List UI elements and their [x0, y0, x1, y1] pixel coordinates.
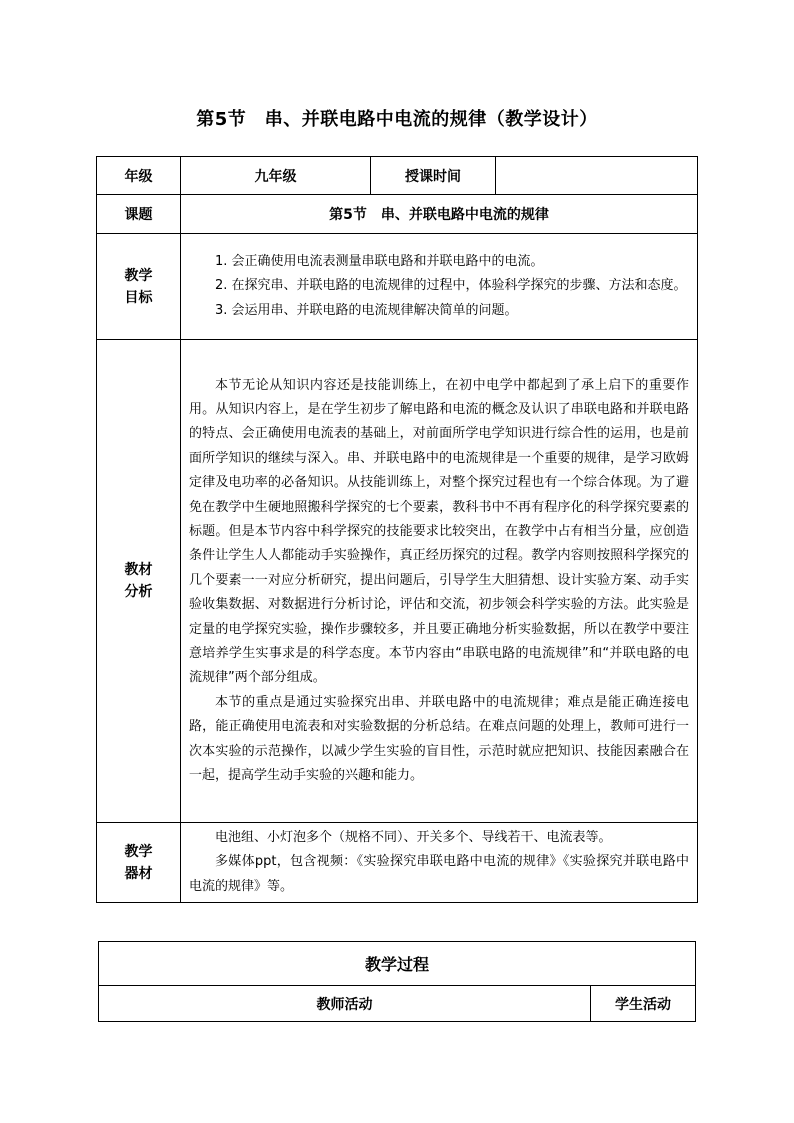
lesson-info-table: [96, 156, 698, 903]
teaching-process-table: [98, 941, 696, 1022]
grade-row: [97, 157, 698, 195]
analysis-paragraph: 本节的重点是通过实验探究出串、并联电路中的电流规律；难点是能正确连接电路，能正确使用电流表和对实验数据的分析总结。在难点问题的处理上，教师可进行一次本实验的示范操作，以减少学生实验的盲目性，示范时就应把知识、技能因素融合在一起，提高学生动手实验的兴趣和能力。: [189, 694, 689, 784]
student-activity-header: 学生活动: [591, 986, 696, 1022]
materials-row: [97, 823, 698, 903]
materials-label: [97, 823, 181, 903]
analysis-content: [181, 340, 698, 823]
goals-content: [181, 234, 698, 340]
materials-label-line2: 器材: [124, 865, 153, 882]
goal-item: 2. 在探究串、并联电路的电流规律的过程中，体验科学探究的步骤、方法和态度。: [215, 278, 687, 294]
analysis-paragraph: 本节无论从知识内容还是技能训练上，在初中电学中都起到了承上启下的重要作用。从知识内容上，是在学生初步了解电路和电流的概念及认识了串联电路和并联电路的特点、会正确使用电流表的基础上，对前面所学电学知识进行综合性的运用，也是前面所学知识的继续与深入。串、并联电路中的电流规律是一个重要的规律，是学习欧姆定律及电功率的必备知识。从技能训练上，对整个探究过程也有一个综合体现。为了避免在教学中生硬地照搬科学探究的七个要素，教科书中不再有程序化的科学探究要素的标题。但是本节内容中科学探究的技能要求比较突出，在教学中占有相当分量，应创造条件让学生人人都能动手实验操作，真正经历探究的过程。教学内容则按照科学探究的几个要素一一对应分析研究，提出问题后，引导学生大胆猜想、设计实验方案、动手实验收集数据、对数据进行分析讨论，评估和交流，初步领会科学实验的方法。此实验是定量的电学探究实验，操作步骤较多，并且要正确地分析实验数据，所以在教学中要注意培养学生实事求是的科学态度。本节内容由“串联电路的电流规律”和“并联电路的电流规律”两个部分组成。: [189, 377, 689, 686]
analysis-row: [97, 340, 698, 823]
analysis-label-line1: 教材: [124, 562, 153, 578]
goals-row: [97, 234, 698, 340]
materials-content: [181, 823, 698, 903]
process-title-row: [99, 942, 696, 986]
topic-label: 课题: [97, 195, 181, 234]
goal-item: 1. 会正确使用电流表测量串联电路和并联电路中的电流。: [215, 253, 544, 269]
analysis-label-line2: 分析: [124, 584, 153, 600]
time-value: [496, 157, 698, 195]
materials-paragraph: 电池组、小灯泡多个（规格不同）、开关多个、导线若干、电流表等。: [215, 830, 612, 845]
topic-value: 第5节 串、并联电路中电流的规律: [181, 195, 698, 234]
document-title: 第5节 串、并联电路中电流的规律（教学设计）: [196, 109, 598, 130]
grade-value: 九年级: [181, 157, 371, 195]
time-label: 授课时间: [371, 157, 496, 195]
grade-label: 年级: [97, 157, 181, 195]
materials-label-line1: 教学: [124, 843, 153, 860]
goals-label-line2: 目标: [124, 289, 153, 306]
analysis-label: [97, 340, 181, 823]
process-title: 教学过程: [99, 942, 696, 986]
goals-label-line1: 教学: [124, 267, 153, 284]
process-header-row: [99, 986, 696, 1022]
goal-item: 3. 会运用串、并联电路的电流规律解决简单的问题。: [215, 302, 518, 318]
teacher-activity-header: 教师活动: [99, 986, 591, 1022]
goals-label: [97, 234, 181, 340]
materials-paragraph: 多媒体ppt，包含视频：《实验探究串联电路中电流的规律》《实验探究并联电路中电流的规律》等。: [189, 854, 689, 894]
topic-row: [97, 195, 698, 234]
